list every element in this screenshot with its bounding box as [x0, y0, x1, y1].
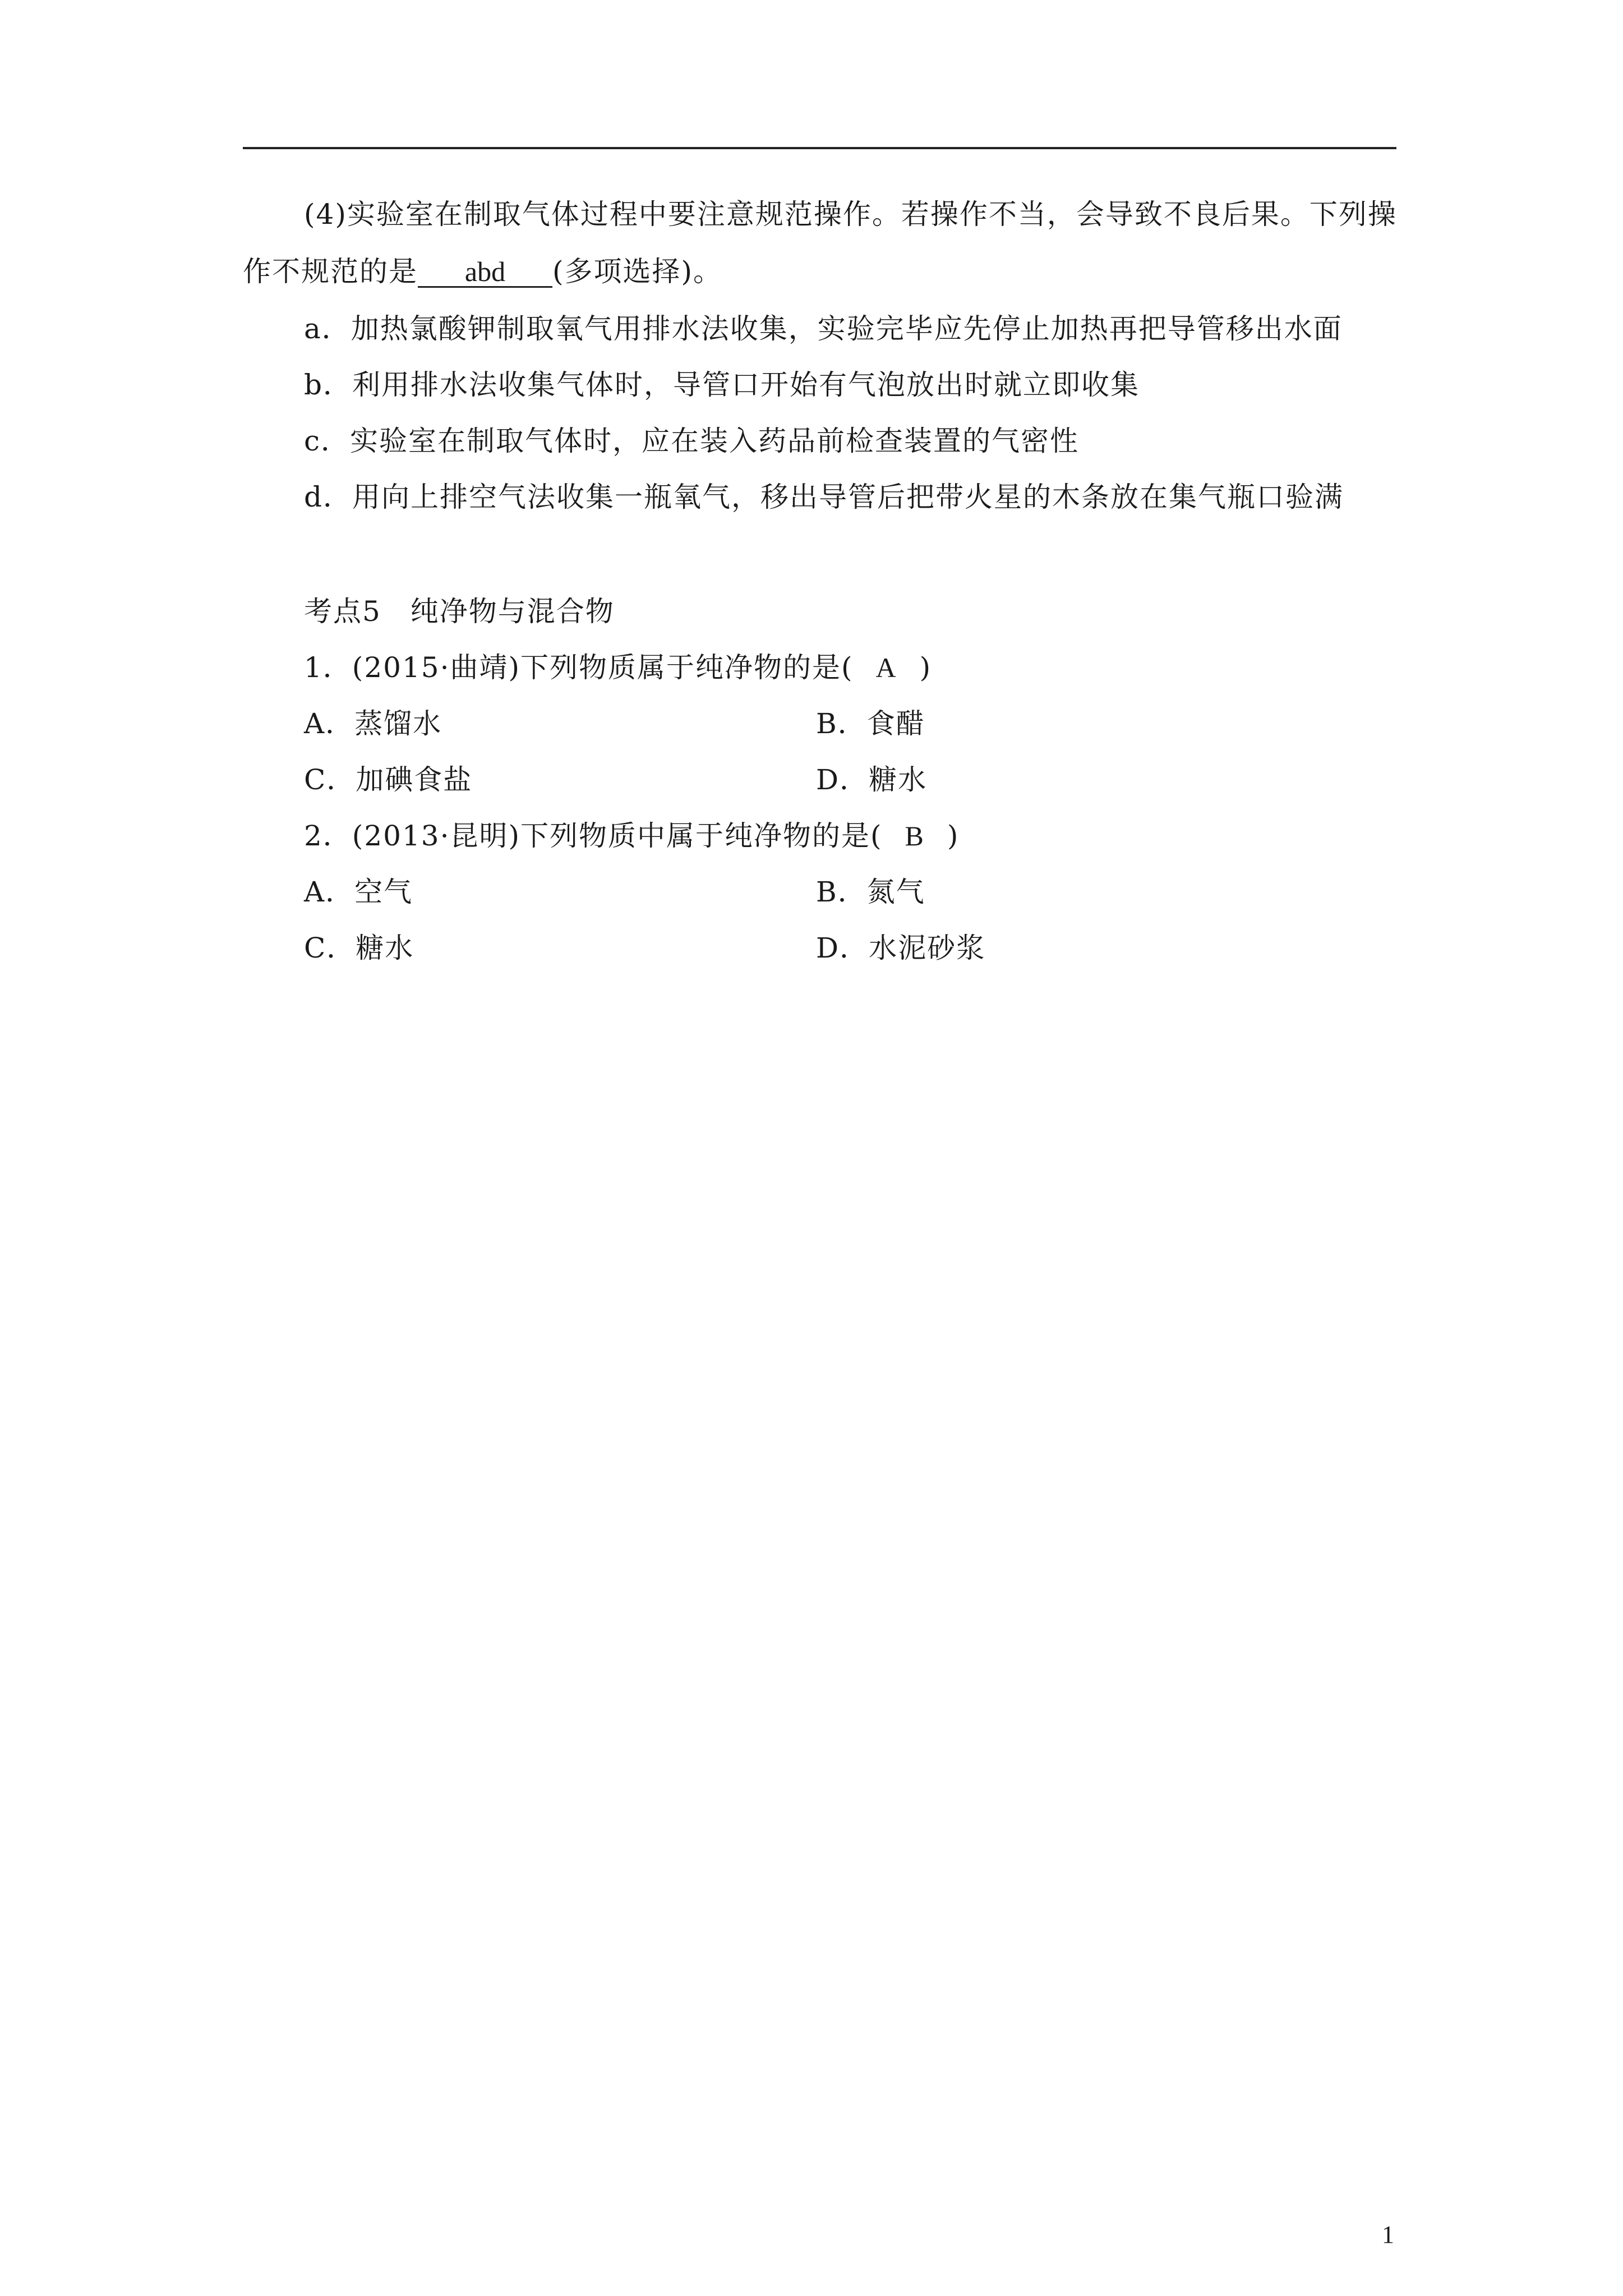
- question-1-stem: [304, 651, 932, 684]
- question-1-prefix: 1．(2015·曲靖)下列物质属于纯净物的是(: [304, 651, 854, 684]
- question-2-option-d: D．水泥砂浆: [816, 932, 986, 964]
- q4-stem-prefix: 作不规范的是: [243, 255, 418, 288]
- question-2-answer: B: [905, 820, 925, 852]
- question-1-answer: A: [875, 652, 897, 683]
- page-number: 1: [1382, 2221, 1394, 2248]
- q4-stem-line2: [243, 255, 722, 288]
- section-title: 考点5 纯净物与混合物: [304, 595, 615, 628]
- q4-answer-blank: abd: [418, 257, 552, 288]
- q4-option-b: b．利用排水法收集气体时，导管口开始有气泡放出时就立即收集: [304, 369, 1140, 401]
- question-1-option-c: C．加碘食盐: [304, 763, 473, 796]
- q4-option-d: d．用向上排空气法收集一瓶氧气，移出导管后把带火星的木条放在集气瓶口验满: [304, 481, 1344, 513]
- q4-option-c: c．实验室在制取气体时，应在装入药品前检查装置的气密性: [304, 425, 1080, 457]
- question-2-option-b: B．氮气: [816, 876, 925, 908]
- question-2-option-c: C．糖水: [304, 932, 414, 964]
- header-rule: [243, 147, 1396, 149]
- question-2-prefix: 2．(2013·昆明)下列物质中属于纯净物的是(: [304, 820, 883, 852]
- q4-stem-line1: (4)实验室在制取气体过程中要注意规范操作。若操作不当，会导致不良后果。下列操: [304, 198, 1397, 231]
- question-2-option-a: A．空气: [304, 876, 413, 908]
- question-2-suffix: ): [947, 820, 960, 852]
- question-1-option-a: A．蒸馏水: [304, 707, 442, 740]
- question-1-option-b: B．食醋: [816, 707, 925, 740]
- q4-option-a: a．加热氯酸钾制取氧气用排水法收集，实验完毕应先停止加热再把导管移出水面: [304, 312, 1343, 345]
- question-2-stem: [304, 819, 959, 853]
- q4-stem-suffix: (多项选择)。: [552, 255, 723, 288]
- question-1-option-d: D．糖水: [816, 763, 928, 796]
- question-1-suffix: ): [919, 651, 932, 684]
